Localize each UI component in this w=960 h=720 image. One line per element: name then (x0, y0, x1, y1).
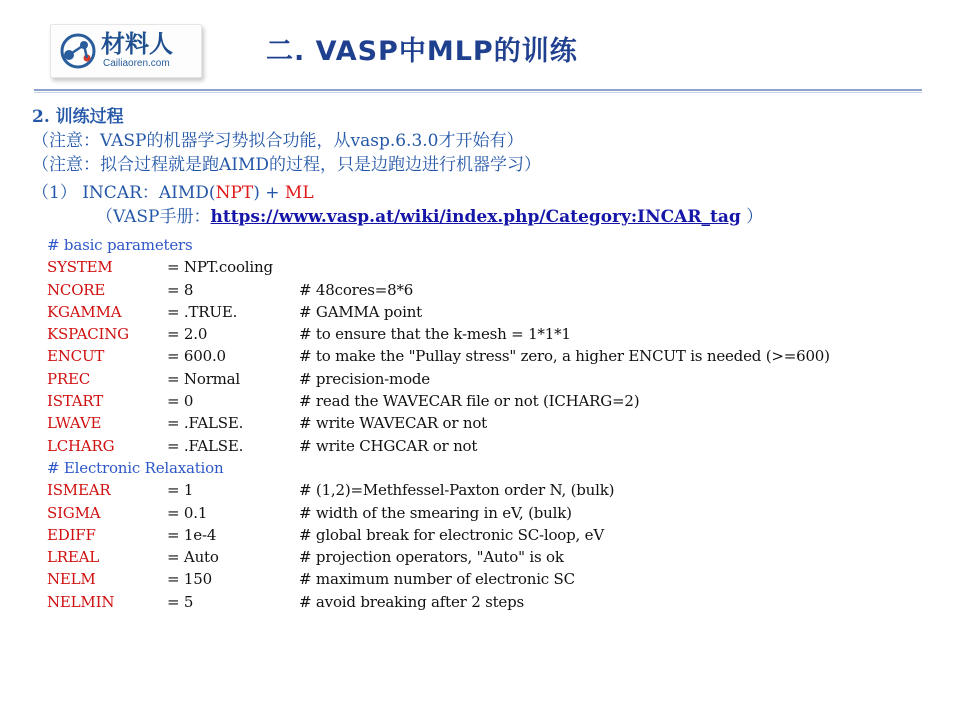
incar-value: = 8 (167, 280, 194, 299)
incar-key: LREAL (47, 548, 99, 567)
incar-row (47, 479, 947, 501)
incar-comment: # to make the "Pullay stress" zero, a higher ENCUT is needed (>=600) (299, 347, 830, 366)
manual-link[interactable]: https://www.vasp.at/wiki/index.php/Category:INCAR_tag (210, 207, 741, 227)
incar-row (47, 256, 947, 278)
incar-comment: # to ensure that the k-mesh = 1*1*1 (299, 325, 571, 344)
manual-prefix: （VASP手册： (96, 207, 211, 227)
page-title: 二. VASP中MLP的训练 (266, 36, 578, 67)
incar-section-label: # Electronic Relaxation (47, 458, 224, 477)
incar-value: = 0.1 (167, 503, 208, 522)
incar-key: LWAVE (47, 414, 102, 433)
incar-key: EDIFF (47, 525, 96, 544)
incar-value: = 0 (167, 392, 194, 411)
logo (50, 24, 202, 78)
incar-key: NELMIN (47, 592, 115, 611)
incar-comment: # width of the smearing in eV, (bulk) (299, 503, 572, 522)
incar-section-label: # basic parameters (47, 236, 193, 254)
incar-key: ENCUT (47, 347, 105, 366)
incar-row (47, 390, 947, 412)
incar-comment: # projection operators, "Auto" is ok (299, 548, 564, 567)
incar-comment: # write CHGCAR or not (299, 436, 478, 455)
step-1-heading (32, 182, 314, 204)
incar-key: NELM (47, 570, 96, 589)
note-2: （注意：拟合过程就是跑AIMD的过程，只是边跑边进行机器学习） (32, 155, 542, 175)
incar-value: = .TRUE. (167, 302, 238, 321)
manual-line (96, 206, 763, 228)
incar-comment: # global break for electronic SC-loop, eV (299, 525, 604, 544)
incar-comment: # avoid breaking after 2 steps (299, 592, 525, 611)
incar-value: = 1e-4 (167, 525, 217, 544)
incar-comment: # precision-mode (299, 369, 430, 388)
incar-comment: # GAMMA point (299, 302, 422, 321)
note-1: （注意：VASP的机器学习势拟合功能，从vasp.6.3.0才开始有） (32, 131, 524, 151)
incar-row (47, 368, 947, 390)
incar-row (47, 524, 947, 546)
logo-molecule-icon (57, 31, 99, 71)
incar-key: SYSTEM (47, 258, 113, 277)
incar-comment: # read the WAVECAR file or not (ICHARG=2) (299, 392, 640, 411)
incar-value: = 1 (167, 481, 194, 500)
incar-comment: # write WAVECAR or not (299, 414, 488, 433)
section-heading: 2. 训练过程 (32, 107, 124, 127)
incar-row (47, 568, 947, 590)
incar-row (47, 323, 947, 345)
incar-value: = NPT.cooling (167, 258, 273, 277)
incar-row (47, 502, 947, 524)
incar-value: = 5 (167, 592, 194, 611)
incar-value: = .FALSE. (167, 414, 244, 433)
incar-section-comment (47, 234, 947, 256)
incar-row (47, 279, 947, 301)
incar-row (47, 546, 947, 568)
incar-value: = Auto (167, 548, 219, 567)
step-ml: ML (284, 183, 314, 203)
incar-row (47, 591, 947, 613)
step-prefix: （1） INCAR：AIMD( (32, 183, 216, 203)
incar-key: ISTART (47, 392, 104, 411)
step-middle: ) + (253, 183, 285, 203)
incar-row (47, 345, 947, 367)
title-divider (34, 89, 922, 91)
incar-listing (47, 234, 947, 613)
incar-key: KSPACING (47, 325, 129, 344)
title-divider-shadow (34, 92, 922, 93)
incar-row (47, 412, 947, 434)
incar-comment: # (1,2)=Methfessel-Paxton order N, (bulk) (299, 481, 615, 500)
incar-key: KGAMMA (47, 302, 122, 321)
incar-key: LCHARG (47, 436, 115, 455)
incar-key: ISMEAR (47, 481, 111, 500)
incar-row (47, 435, 947, 457)
step-npt: NPT (215, 183, 254, 203)
incar-key: PREC (47, 369, 91, 388)
incar-key: NCORE (47, 280, 106, 299)
manual-suffix: ） (740, 207, 764, 227)
incar-value: = .FALSE. (167, 436, 244, 455)
incar-comment: # maximum number of electronic SC (299, 570, 575, 589)
incar-section-comment (47, 457, 947, 479)
logo-domain: Cailiaoren.com (103, 58, 170, 69)
incar-value: = 150 (167, 570, 212, 589)
incar-row (47, 301, 947, 323)
incar-value: = 600.0 (167, 347, 226, 366)
incar-value: = Normal (167, 369, 241, 388)
incar-key: SIGMA (47, 503, 101, 522)
logo-name: 材料人 (101, 30, 173, 58)
incar-comment: # 48cores=8*6 (299, 280, 414, 299)
incar-value: = 2.0 (167, 325, 208, 344)
